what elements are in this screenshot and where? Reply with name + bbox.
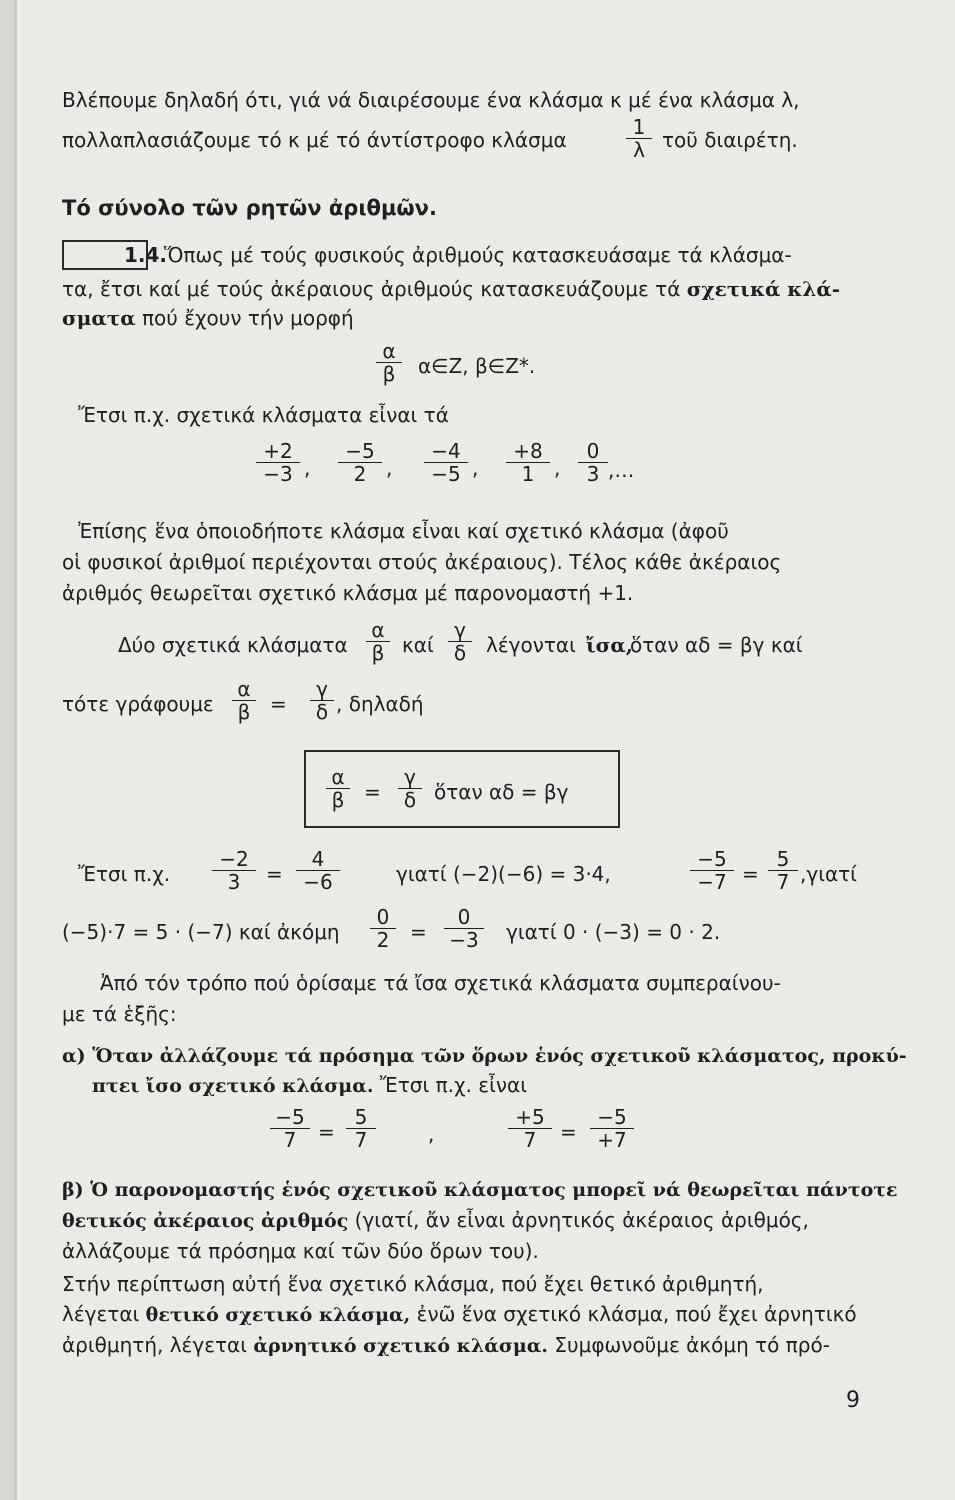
text-line: Ἔτσι π.χ. σχετικά κλάσματα εἶναι τά <box>78 403 449 427</box>
ellipsis: ,… <box>608 458 635 482</box>
denominator: 1 <box>521 462 535 486</box>
bold-term: ἀρνητικό σχετικό κλάσμα. <box>253 1335 549 1357</box>
numerator: γ <box>448 619 472 642</box>
text-span: καί <box>402 633 434 657</box>
text-span: τοῦ διαιρέτη. <box>662 128 798 152</box>
numerator: 0 <box>578 440 608 463</box>
text-line <box>62 1208 809 1233</box>
text-span: ἀριθμητή, λέγεται <box>62 1333 247 1357</box>
numerator: −2 <box>212 848 256 871</box>
denominator: 7 <box>523 1128 537 1152</box>
text-span: λέγονται <box>486 633 576 657</box>
denominator: −3 <box>263 462 293 486</box>
bold-term: πτει ἴσο σχετικό κλάσμα. <box>92 1075 374 1097</box>
fraction-inverse <box>626 116 652 161</box>
denominator: 7 <box>283 1128 297 1152</box>
numerator: α <box>326 766 350 789</box>
denominator: 7 <box>776 870 790 894</box>
denominator: 3 <box>227 870 241 894</box>
denominator: +7 <box>597 1128 627 1152</box>
fraction-example <box>370 906 396 951</box>
numerator: 5 <box>346 1106 376 1129</box>
text-line: ἀλλάζουμε τά πρόσημα καί τῶν δύο ὅρων του). <box>62 1239 539 1263</box>
fraction-example <box>424 440 468 485</box>
denominator: −6 <box>303 870 333 894</box>
text-span: (γιατί, ἄν εἶναι ἀρνητικός ἀκέραιος ἀριθμός, <box>354 1208 809 1232</box>
section-number: 1.4. <box>124 243 168 267</box>
bold-term: σχετικά κλά- <box>686 277 841 301</box>
numerator: −5 <box>270 1106 310 1129</box>
text-span: Ἔτσι π.χ. <box>78 862 171 886</box>
denominator: −3 <box>449 928 479 952</box>
text-line: με τά ἑξῆς: <box>62 1002 177 1026</box>
numerator: −4 <box>424 440 468 463</box>
fraction-gamma-delta <box>448 619 472 664</box>
numerator: +8 <box>506 440 550 463</box>
numerator: 0 <box>444 906 484 929</box>
fraction-example <box>346 1106 376 1151</box>
text-line: Βλέπουμε δηλαδή ότι, γιά νά διαιρέσουμε ένα κλάσμα κ μέ ένα κλάσμα λ, <box>62 88 800 112</box>
numerator: +5 <box>508 1106 552 1129</box>
denominator: β <box>371 641 385 665</box>
equals-sign: = <box>742 862 759 886</box>
fraction-example <box>590 1106 634 1151</box>
page-number: 9 <box>846 1388 860 1413</box>
denominator: δ <box>315 700 329 724</box>
bold-term: θετικός ἀκέραιος ἀριθμός <box>62 1210 349 1232</box>
denominator: β <box>237 700 251 724</box>
text-span: γιατί 0 · (−3) = 0 · 2. <box>506 920 721 944</box>
text-span: τα, ἔτσι καί μέ τούς ἀκέραιους ἀριθμούς κατασκευάζουμε τά <box>62 277 681 301</box>
equals-sign: = <box>270 692 287 716</box>
denominator: 3 <box>586 462 600 486</box>
denominator: −7 <box>697 870 727 894</box>
denominator: δ <box>403 788 417 812</box>
numerator: α <box>366 619 390 642</box>
text-line: Ὅπως μέ τούς φυσικούς ἀριθμούς κατασκευάσαμε τά κλάσμα- <box>164 243 792 267</box>
text-line <box>62 1333 830 1358</box>
text-line: Στήν περίπτωση αὐτή ἕνα σχετικό κλάσμα, πού ἔχει θετικό ἀριθμητή, <box>62 1272 764 1296</box>
fraction-example <box>506 440 550 485</box>
fraction-alpha-beta <box>232 678 256 723</box>
fraction-alpha-beta <box>326 766 350 811</box>
denominator: −5 <box>431 462 461 486</box>
page-edge-shadow <box>14 0 17 1500</box>
text-span: , δηλαδή <box>336 692 424 716</box>
text-span: Συμφωνοῦμε ἀκόμη τό πρό- <box>554 1333 830 1357</box>
equals-sign: = <box>364 780 381 804</box>
denominator: λ <box>633 138 645 162</box>
fraction-form <box>376 340 402 385</box>
numerator: −5 <box>590 1106 634 1129</box>
form-condition: α∈Z, β∈Z*. <box>418 354 536 378</box>
rule-b: β) Ὁ παρονομαστής ἑνός σχετικοῦ κλάσματος μπορεῖ νά θεωρεῖται πάντοτε <box>62 1179 898 1201</box>
text-span: πού ἔχουν τήν μορφή <box>141 306 354 330</box>
numerator: γ <box>398 766 422 789</box>
numerator: +2 <box>256 440 300 463</box>
equals-sign: = <box>266 862 283 886</box>
fraction-example <box>508 1106 552 1151</box>
rule-a: α) Ὅταν ἀλλάζουμε τά πρόσημα τῶν ὅρων ἑνός σχετικοῦ κλάσματος, προκύ- <box>62 1045 907 1067</box>
denominator: 2 <box>353 462 367 486</box>
numerator: α <box>232 678 256 701</box>
numerator: α <box>376 340 402 363</box>
bold-term: ἴσα, <box>586 633 633 657</box>
text-span: ὅταν αδ = βγ καί <box>630 633 803 657</box>
numerator: 4 <box>296 848 340 871</box>
text-span: ,γιατί <box>800 862 857 886</box>
text-line <box>62 1302 857 1327</box>
fraction-example <box>256 440 300 485</box>
text-span: Δύο σχετικά κλάσματα <box>118 633 348 657</box>
text-span: γιατί (−2)(−6) = 3·4, <box>396 862 611 886</box>
comma: , <box>386 456 393 480</box>
equals-sign: = <box>560 1120 577 1144</box>
numerator: 0 <box>370 906 396 929</box>
fraction-example <box>444 906 484 951</box>
numerator: 5 <box>768 848 798 871</box>
text-span: Ἔτσι π.χ. εἶναι <box>379 1073 527 1097</box>
text-line: ἀριθμός θεωρεῖται σχετικό κλάσμα μέ παρονομαστή +1. <box>62 581 634 605</box>
comma: , <box>472 456 479 480</box>
fraction-gamma-delta <box>310 678 334 723</box>
text-line <box>92 1073 527 1098</box>
text-span: λέγεται <box>62 1302 140 1326</box>
denominator: β <box>382 362 396 386</box>
numerator: −5 <box>338 440 382 463</box>
bold-term: σματα <box>62 306 136 330</box>
fraction-example <box>270 1106 310 1151</box>
section-heading: Τό σύνολο τῶν ρητῶν ἀριθμῶν. <box>62 196 437 220</box>
fraction-example <box>338 440 382 485</box>
comma: , <box>554 456 561 480</box>
equals-sign: = <box>318 1120 335 1144</box>
text-line: Ἐπίσης ἕνα ὁποιοδήποτε κλάσμα εἶναι καί σχετικό κλάσμα (ἀφοῦ <box>78 519 729 543</box>
fraction-alpha-beta <box>366 619 390 664</box>
denominator: 7 <box>354 1128 368 1152</box>
fraction-example <box>212 848 256 893</box>
text-line <box>62 128 567 152</box>
denominator: δ <box>453 641 467 665</box>
fraction-example <box>578 440 608 485</box>
comma: , <box>304 456 311 480</box>
bold-term: θετικό σχετικό κλάσμα, <box>145 1304 411 1326</box>
box-condition: ὅταν αδ = βγ <box>434 780 569 804</box>
text-span: ἐνῶ ἕνα σχετικό κλάσμα, πού ἔχει ἀρνητικό <box>416 1302 857 1326</box>
fraction-example <box>296 848 340 893</box>
text-line <box>62 277 840 301</box>
numerator: γ <box>310 678 334 701</box>
text-span: τότε γράφουμε <box>62 692 214 716</box>
denominator: 2 <box>376 928 390 952</box>
equals-sign: = <box>410 920 427 944</box>
page-edge <box>0 0 14 1500</box>
text-span: πολλαπλασιάζουμε τό κ μέ τό άντίστροφο κλάσμα <box>62 128 567 152</box>
fraction-example <box>690 848 734 893</box>
text-line: Ἀπό τόν τρόπο πού ὁρίσαμε τά ἴσα σχετικά κλάσματα συμπεραίνου- <box>100 971 781 995</box>
text-line <box>62 306 354 330</box>
text-span: (−5)·7 = 5 · (−7) καί ἀκόμη <box>62 920 340 944</box>
fraction-example <box>768 848 798 893</box>
fraction-gamma-delta <box>398 766 422 811</box>
text-line: οἱ φυσικοί ἀριθμοί περιέχονται στούς ἀκέραιους). Τέλος κάθε ἀκέραιος <box>62 550 782 574</box>
comma: , <box>428 1122 435 1146</box>
numerator: 1 <box>626 116 652 139</box>
numerator: −5 <box>690 848 734 871</box>
denominator: β <box>331 788 345 812</box>
